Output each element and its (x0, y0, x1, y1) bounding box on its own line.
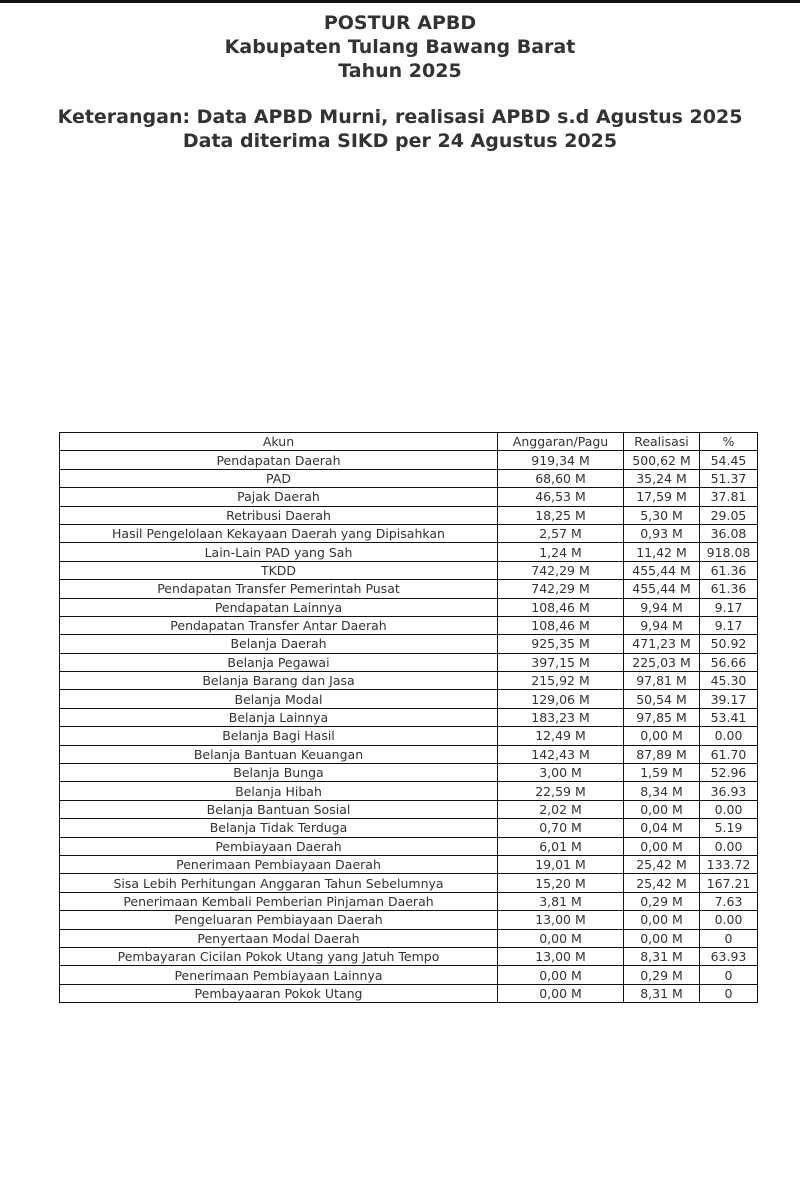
cell-anggaran: 742,29 M (498, 561, 624, 579)
cell-akun: Pengeluaran Pembiayaan Daerah (60, 911, 498, 929)
cell-akun: Hasil Pengelolaan Kekayaan Daerah yang Dipisahkan (60, 524, 498, 542)
cell-akun: Pembayaaran Pokok Utang (60, 984, 498, 1002)
table-row (60, 947, 758, 965)
document-title: POSTUR APBD (323, 12, 477, 34)
table-row (60, 598, 758, 616)
cell-realisasi: 25,42 M (624, 855, 700, 873)
document-year: Tahun 2025 (338, 60, 462, 82)
cell-anggaran: 919,34 M (498, 451, 624, 469)
document-header (0, 11, 800, 153)
cell-realisasi: 500,62 M (624, 451, 700, 469)
top-border-bar (0, 0, 800, 3)
cell-akun: Lain-Lain PAD yang Sah (60, 543, 498, 561)
table-row (60, 469, 758, 487)
table-row (60, 745, 758, 763)
cell-percent: 9.17 (700, 598, 758, 616)
cell-percent: 29.05 (700, 506, 758, 524)
cell-anggaran: 18,25 M (498, 506, 624, 524)
cell-akun: Retribusi Daerah (60, 506, 498, 524)
cell-anggaran: 46,53 M (498, 488, 624, 506)
cell-realisasi: 0,00 M (624, 911, 700, 929)
cell-anggaran: 22,59 M (498, 782, 624, 800)
cell-realisasi: 8,31 M (624, 947, 700, 965)
cell-anggaran: 13,00 M (498, 947, 624, 965)
cell-realisasi: 9,94 M (624, 598, 700, 616)
cell-realisasi: 455,44 M (624, 561, 700, 579)
cell-percent: 63.93 (700, 947, 758, 965)
table-row (60, 561, 758, 579)
cell-anggaran: 19,01 M (498, 855, 624, 873)
table-row (60, 892, 758, 910)
cell-akun: Pembayaran Cicilan Pokok Utang yang Jatuh Tempo (60, 947, 498, 965)
cell-akun: Pendapatan Lainnya (60, 598, 498, 616)
cell-akun: Penyertaan Modal Daerah (60, 929, 498, 947)
table-row (60, 506, 758, 524)
cell-anggaran: 6,01 M (498, 837, 624, 855)
column-header-anggaran: Anggaran/Pagu (498, 433, 624, 451)
table-row (60, 984, 758, 1002)
cell-akun: Belanja Bantuan Sosial (60, 800, 498, 818)
cell-anggaran: 742,29 M (498, 580, 624, 598)
cell-akun: Pajak Daerah (60, 488, 498, 506)
table-row (60, 488, 758, 506)
table-row (60, 966, 758, 984)
cell-percent: 0.00 (700, 837, 758, 855)
cell-realisasi: 87,89 M (624, 745, 700, 763)
cell-akun: Belanja Modal (60, 690, 498, 708)
table-row (60, 543, 758, 561)
cell-percent: 0.00 (700, 800, 758, 818)
table-row (60, 800, 758, 818)
cell-anggaran: 12,49 M (498, 727, 624, 745)
cell-anggaran: 15,20 M (498, 874, 624, 892)
cell-realisasi: 9,94 M (624, 616, 700, 634)
table-row (60, 764, 758, 782)
cell-percent: 54.45 (700, 451, 758, 469)
cell-anggaran: 13,00 M (498, 911, 624, 929)
table-row (60, 672, 758, 690)
cell-realisasi: 0,00 M (624, 837, 700, 855)
column-header-percent: % (700, 433, 758, 451)
cell-percent: 51.37 (700, 469, 758, 487)
cell-percent: 52.96 (700, 764, 758, 782)
cell-anggaran: 2,02 M (498, 800, 624, 818)
cell-anggaran: 68,60 M (498, 469, 624, 487)
cell-akun: Belanja Daerah (60, 635, 498, 653)
cell-realisasi: 0,29 M (624, 892, 700, 910)
document-subtitle: Kabupaten Tulang Bawang Barat (224, 36, 576, 58)
apbd-table-container (59, 432, 757, 1003)
cell-realisasi: 0,00 M (624, 727, 700, 745)
cell-akun: PAD (60, 469, 498, 487)
cell-realisasi: 225,03 M (624, 653, 700, 671)
table-row (60, 837, 758, 855)
cell-realisasi: 97,81 M (624, 672, 700, 690)
cell-percent: 5.19 (700, 819, 758, 837)
table-row (60, 727, 758, 745)
cell-percent: 7.63 (700, 892, 758, 910)
table-row (60, 690, 758, 708)
table-row (60, 911, 758, 929)
cell-anggaran: 3,81 M (498, 892, 624, 910)
cell-akun: Belanja Bagi Hasil (60, 727, 498, 745)
cell-percent: 61.70 (700, 745, 758, 763)
cell-anggaran: 0,70 M (498, 819, 624, 837)
cell-anggaran: 0,00 M (498, 929, 624, 947)
column-header-realisasi: Realisasi (624, 433, 700, 451)
cell-percent: 36.93 (700, 782, 758, 800)
table-row (60, 782, 758, 800)
cell-realisasi: 1,59 M (624, 764, 700, 782)
cell-percent: 56.66 (700, 653, 758, 671)
table-row (60, 580, 758, 598)
cell-akun: Belanja Pegawai (60, 653, 498, 671)
table-row (60, 855, 758, 873)
cell-realisasi: 5,30 M (624, 506, 700, 524)
cell-anggaran: 1,24 M (498, 543, 624, 561)
cell-percent: 61.36 (700, 561, 758, 579)
table-body (60, 451, 758, 1003)
cell-realisasi: 0,00 M (624, 800, 700, 818)
cell-akun: Penerimaan Pembiayaan Daerah (60, 855, 498, 873)
cell-realisasi: 0,29 M (624, 966, 700, 984)
cell-akun: Belanja Bunga (60, 764, 498, 782)
cell-realisasi: 471,23 M (624, 635, 700, 653)
table-row (60, 819, 758, 837)
cell-percent: 36.08 (700, 524, 758, 542)
table-row (60, 524, 758, 542)
cell-percent: 0 (700, 984, 758, 1002)
cell-anggaran: 925,35 M (498, 635, 624, 653)
cell-akun: TKDD (60, 561, 498, 579)
cell-akun: Sisa Lebih Perhitungan Anggaran Tahun Sebelumnya (60, 874, 498, 892)
table-row (60, 653, 758, 671)
cell-realisasi: 8,34 M (624, 782, 700, 800)
cell-akun: Pendapatan Transfer Pemerintah Pusat (60, 580, 498, 598)
cell-percent: 45.30 (700, 672, 758, 690)
table-row (60, 635, 758, 653)
cell-realisasi: 97,85 M (624, 708, 700, 726)
cell-percent: 61.36 (700, 580, 758, 598)
cell-akun: Belanja Lainnya (60, 708, 498, 726)
cell-realisasi: 0,93 M (624, 524, 700, 542)
cell-akun: Pendapatan Daerah (60, 451, 498, 469)
cell-percent: 9.17 (700, 616, 758, 634)
cell-percent: 918.08 (700, 543, 758, 561)
cell-anggaran: 2,57 M (498, 524, 624, 542)
table-row (60, 874, 758, 892)
cell-anggaran: 215,92 M (498, 672, 624, 690)
cell-realisasi: 25,42 M (624, 874, 700, 892)
cell-akun: Belanja Hibah (60, 782, 498, 800)
cell-anggaran: 0,00 M (498, 966, 624, 984)
cell-realisasi: 11,42 M (624, 543, 700, 561)
cell-percent: 39.17 (700, 690, 758, 708)
cell-percent: 0.00 (700, 727, 758, 745)
cell-anggaran: 0,00 M (498, 984, 624, 1002)
apbd-table (59, 432, 758, 1003)
cell-anggaran: 108,46 M (498, 616, 624, 634)
header-spacer (0, 83, 800, 105)
note-line-2: Data diterima SIKD per 24 Agustus 2025 (182, 130, 618, 152)
cell-realisasi: 0,04 M (624, 819, 700, 837)
cell-akun: Pendapatan Transfer Antar Daerah (60, 616, 498, 634)
cell-percent: 0 (700, 966, 758, 984)
table-row (60, 929, 758, 947)
cell-anggaran: 183,23 M (498, 708, 624, 726)
table-header-row (60, 433, 758, 451)
cell-realisasi: 35,24 M (624, 469, 700, 487)
cell-percent: 133.72 (700, 855, 758, 873)
cell-realisasi: 0,00 M (624, 929, 700, 947)
cell-anggaran: 108,46 M (498, 598, 624, 616)
cell-anggaran: 129,06 M (498, 690, 624, 708)
cell-percent: 53.41 (700, 708, 758, 726)
cell-realisasi: 50,54 M (624, 690, 700, 708)
cell-akun: Belanja Tidak Terduga (60, 819, 498, 837)
cell-percent: 0.00 (700, 911, 758, 929)
note-line-1: Keterangan: Data APBD Murni, realisasi APBD s.d Agustus 2025 (57, 106, 743, 128)
cell-percent: 50.92 (700, 635, 758, 653)
cell-realisasi: 8,31 M (624, 984, 700, 1002)
cell-percent: 167.21 (700, 874, 758, 892)
cell-percent: 0 (700, 929, 758, 947)
cell-anggaran: 142,43 M (498, 745, 624, 763)
cell-akun: Belanja Barang dan Jasa (60, 672, 498, 690)
cell-percent: 37.81 (700, 488, 758, 506)
cell-akun: Pembiayaan Daerah (60, 837, 498, 855)
cell-akun: Penerimaan Kembali Pemberian Pinjaman Daerah (60, 892, 498, 910)
cell-anggaran: 3,00 M (498, 764, 624, 782)
cell-anggaran: 397,15 M (498, 653, 624, 671)
cell-realisasi: 17,59 M (624, 488, 700, 506)
table-row (60, 616, 758, 634)
cell-akun: Penerimaan Pembiayaan Lainnya (60, 966, 498, 984)
table-row (60, 708, 758, 726)
cell-akun: Belanja Bantuan Keuangan (60, 745, 498, 763)
cell-realisasi: 455,44 M (624, 580, 700, 598)
table-row (60, 451, 758, 469)
column-header-akun: Akun (60, 433, 498, 451)
